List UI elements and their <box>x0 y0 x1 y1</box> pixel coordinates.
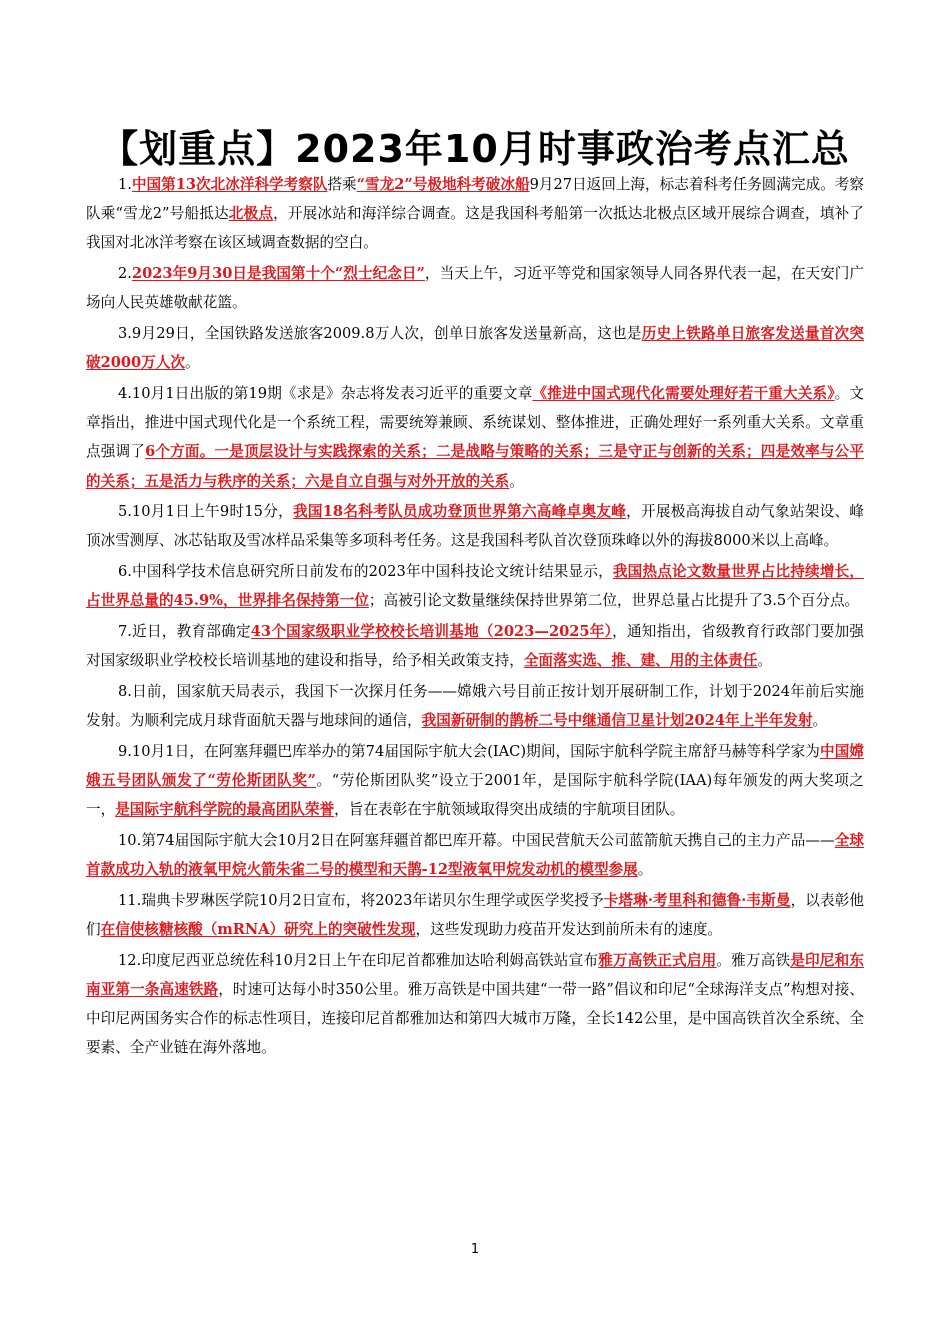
body-text: 。文章指出，推进中国式现代化是一个系统工程，需要统筹兼顾、系统谋划、整体推进，正确处理好一系列重大关系。文章重点强调了 <box>86 384 864 461</box>
body-text: 。“劳伦斯团队奖”设立于2001年，是国际宇航科学院(IAA)每年颁发的两大奖项之一， <box>86 772 864 819</box>
highlighted-key-point: 是印尼和东南亚第一条高速铁路 <box>86 951 864 998</box>
highlighted-key-point: 北极点 <box>228 205 274 223</box>
news-item-11 <box>86 886 864 944</box>
body-text: ，当天上午，习近平等党和国家领导人同各界代表一起，在天安门广场向人民英雄敬献花篮。 <box>86 265 864 312</box>
news-item-12 <box>86 946 864 1063</box>
highlighted-key-point: 我国热点论文数量世界占比持续增长，占世界总量的45.9%，世界排名保持第一位 <box>86 563 864 610</box>
highlighted-key-point: 是国际宇航科学院的最高团队荣誉 <box>115 801 335 819</box>
page-title: 【划重点】2023年10月时事政治考点汇总 <box>100 127 850 171</box>
highlighted-key-point: 全球首款成功入轨的液氧甲烷火箭朱雀二号的模型和天鹊-12型液氧甲烷发动机的模型参展 <box>86 831 864 879</box>
body-text: 。雅万高铁 <box>716 951 791 969</box>
body-text: ，旨在表彰在宇航领域取得突出成绩的宇航项目团队。 <box>334 801 685 819</box>
body-text: ，通知指出，省级教育行政部门要加强对国家级职业学校校长培训基地的建设和指导，给予相关政策支持， <box>86 623 864 670</box>
news-item-1 <box>86 170 864 258</box>
news-item-10 <box>86 826 864 884</box>
body-text: ；高被引论文数量继续保持世界第二位，世界总量占比提升了3.5个百分点。 <box>368 592 860 610</box>
news-item-5 <box>86 497 864 555</box>
highlighted-key-point: 历史上铁路单日旅客发送量首次突破2000万人次 <box>86 325 864 372</box>
article-body <box>86 170 864 1064</box>
body-text: 。 <box>637 861 653 879</box>
highlighted-key-point: “雪龙2”号极地科考破冰船 <box>356 176 530 193</box>
highlighted-key-point: 我国18名科考队员成功登顶世界第六高峰卓奥友峰 <box>292 503 627 521</box>
highlighted-key-point: 卡塔琳·考里科和德鲁·韦斯曼 <box>603 891 791 909</box>
body-text: 。 <box>185 354 200 372</box>
highlighted-key-point: 43个国家级职业学校校长培训基地（2023—2025年） <box>250 623 613 641</box>
news-item-4 <box>86 379 864 496</box>
body-text: 2. <box>118 265 132 283</box>
body-text: 。 <box>509 472 524 490</box>
body-text: ，时速可达每小时350公里。雅万高铁是中国共建“一带一路”倡议和印尼“全球海洋支点”构想对接、中印尼两国务实合作的标志性项目，连接印尼首都雅加达和第四大城市万隆，全长142公里，是中国高铁首次全系统、全要素、全产业链在海外落地。 <box>86 980 864 1057</box>
body-text: ，这些发现助力疫苗开发达到前所未有的速度。 <box>415 921 723 939</box>
page-number: 1 <box>470 1242 480 1257</box>
news-item-3 <box>86 319 864 377</box>
body-text: 4.10月1日出版的第19期《求是》杂志将发表习近平的重要文章 <box>118 384 533 402</box>
highlighted-key-point: 在信使核糖核酸（mRNA）研究上的突破性发现 <box>100 921 416 939</box>
body-text: ，以表彰他们 <box>86 891 864 939</box>
body-text: 5.10月1日上午9时15分， <box>118 503 293 521</box>
body-text: 9.10月1日，在阿塞拜疆巴库举办的第74届国际宇航大会(IAC)期间，国际宇航科学院主席舒马赫等科学家为 <box>118 742 820 760</box>
highlighted-key-point: 中国嫦娥五号团队颁发了“劳伦斯团队奖” <box>86 742 864 790</box>
body-text: 。 <box>757 652 772 670</box>
highlighted-key-point: 2023年9月30日是我国第十个“烈士纪念日” <box>131 265 425 283</box>
body-text: 搭乘 <box>327 176 357 193</box>
body-text: 6.中国科学技术信息研究所日前发布的2023年中国科技论文统计结果显示， <box>118 563 613 581</box>
highlighted-key-point: 中国第13次北冰洋科学考察队 <box>131 176 328 193</box>
body-text: 。 <box>812 712 828 730</box>
news-item-7 <box>86 617 864 675</box>
body-text: 3.9月29日，全国铁路发送旅客2009.8万人次，创单日旅客发送量新高，这也是 <box>118 325 642 343</box>
body-text: ，开展极高海拔自动气象站架设、峰顶冰雪测厚、冰芯钻取及雪冰样品采集等多项科考任务。这是我国科考队首次登顶珠峰以外的海拔8000米以上高峰。 <box>86 503 864 550</box>
news-item-8 <box>86 677 864 735</box>
body-text: 12.印度尼西亚总统佐科10月2日上午在印尼首都雅加达哈利姆高铁站宣布 <box>118 951 599 969</box>
highlighted-key-point: 全面落实选、推、建、用的主体责任 <box>523 652 758 670</box>
news-item-2 <box>86 259 864 317</box>
body-text: 8.日前，国家航天局表示，我国下一次探月任务——嫦娥六号目前正按计划开展研制工作，计划于2024年前后实施发射。为顺利完成月球背面航天器与地球间的通信， <box>86 682 864 730</box>
body-text: 11.瑞典卡罗琳医学院10月2日宣布，将2023年诺贝尔生理学或医学奖授予 <box>118 891 604 909</box>
highlighted-key-point: 雅万高铁正式启用 <box>598 951 717 969</box>
highlighted-key-point: 《推进中国式现代化需要处理好若干重大关系》 <box>532 384 835 402</box>
news-item-9 <box>86 737 864 825</box>
highlighted-key-point: 6个方面。一是顶层设计与实践探索的关系；二是战略与策略的关系；三是守正与创新的关系；四是效率与公平的关系；五是活力与秩序的关系；六是自立自强与对外开放的关系 <box>86 443 864 490</box>
news-item-6 <box>86 557 864 615</box>
body-text: 7.近日，教育部确定 <box>118 623 251 641</box>
body-text: 1. <box>118 176 132 193</box>
body-text: 10.第74届国际宇航大会10月2日在阿塞拜疆首都巴库开幕。中国民营航天公司蓝箭航天携自己的主力产品—— <box>118 831 835 849</box>
body-text: ，开展冰站和海洋综合调查。这是我国科考船第一次抵达北极点区域开展综合调查，填补了我国对北冰洋考察在该区域调查数据的空白。 <box>86 205 864 252</box>
body-text: 9月27日返回上海，标志着科考任务圆满完成。考察队乘“雪龙2”号船抵达 <box>86 176 864 223</box>
highlighted-key-point: 我国新研制的鹊桥二号中继通信卫星计划2024年上半年发射 <box>421 712 813 730</box>
